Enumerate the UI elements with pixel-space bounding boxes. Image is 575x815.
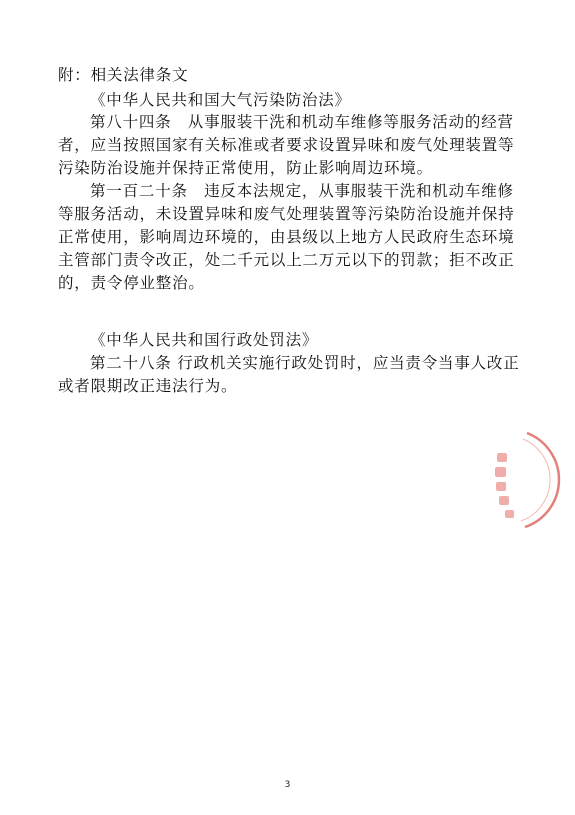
- seal-ring: [525, 433, 559, 527]
- article-120-line-2: 等服务活动，未设置异味和废气处理装置等污染防治设施并保持: [58, 205, 515, 223]
- article-120-line-4: 主管部门责令改正，处二千元以上二万元以下的罚款；拒不改正: [58, 251, 515, 269]
- article-84-line-2: 者，应当按照国家有关标准或者要求设置异味和废气处理装置等: [58, 136, 515, 154]
- seal-characters: [495, 453, 514, 518]
- page-number: 3: [284, 780, 291, 790]
- article-28-line-2: 或者限期改正违法行为。: [58, 377, 238, 395]
- appendix-heading: 附：相关法律条文: [58, 66, 189, 84]
- seal-inner-ring: [521, 439, 550, 521]
- law-title-air-pollution: 《中华人民共和国大气污染防治法》: [90, 91, 351, 109]
- article-84-line-1: 第八十四条 从事服装干洗和机动车维修等服务活动的经营: [90, 113, 514, 131]
- law-title-administrative-penalty: 《中华人民共和国行政处罚法》: [90, 331, 319, 349]
- article-120-line-5: 的，责令停业整治。: [58, 274, 205, 292]
- article-120-line-1: 第一百二十条 违反本法规定，从事服装干洗和机动车维修: [90, 182, 514, 200]
- article-28-line-1: 第二十八条 行政机关实施行政处罚时，应当责令当事人改正: [90, 354, 520, 372]
- article-84-line-3: 污染防治设施并保持正常使用，防止影响周边环境。: [58, 159, 433, 177]
- article-120-line-3: 正常使用，影响周边环境的，由县级以上地方人民政府生态环境: [58, 228, 515, 246]
- official-seal-icon: [455, 425, 565, 535]
